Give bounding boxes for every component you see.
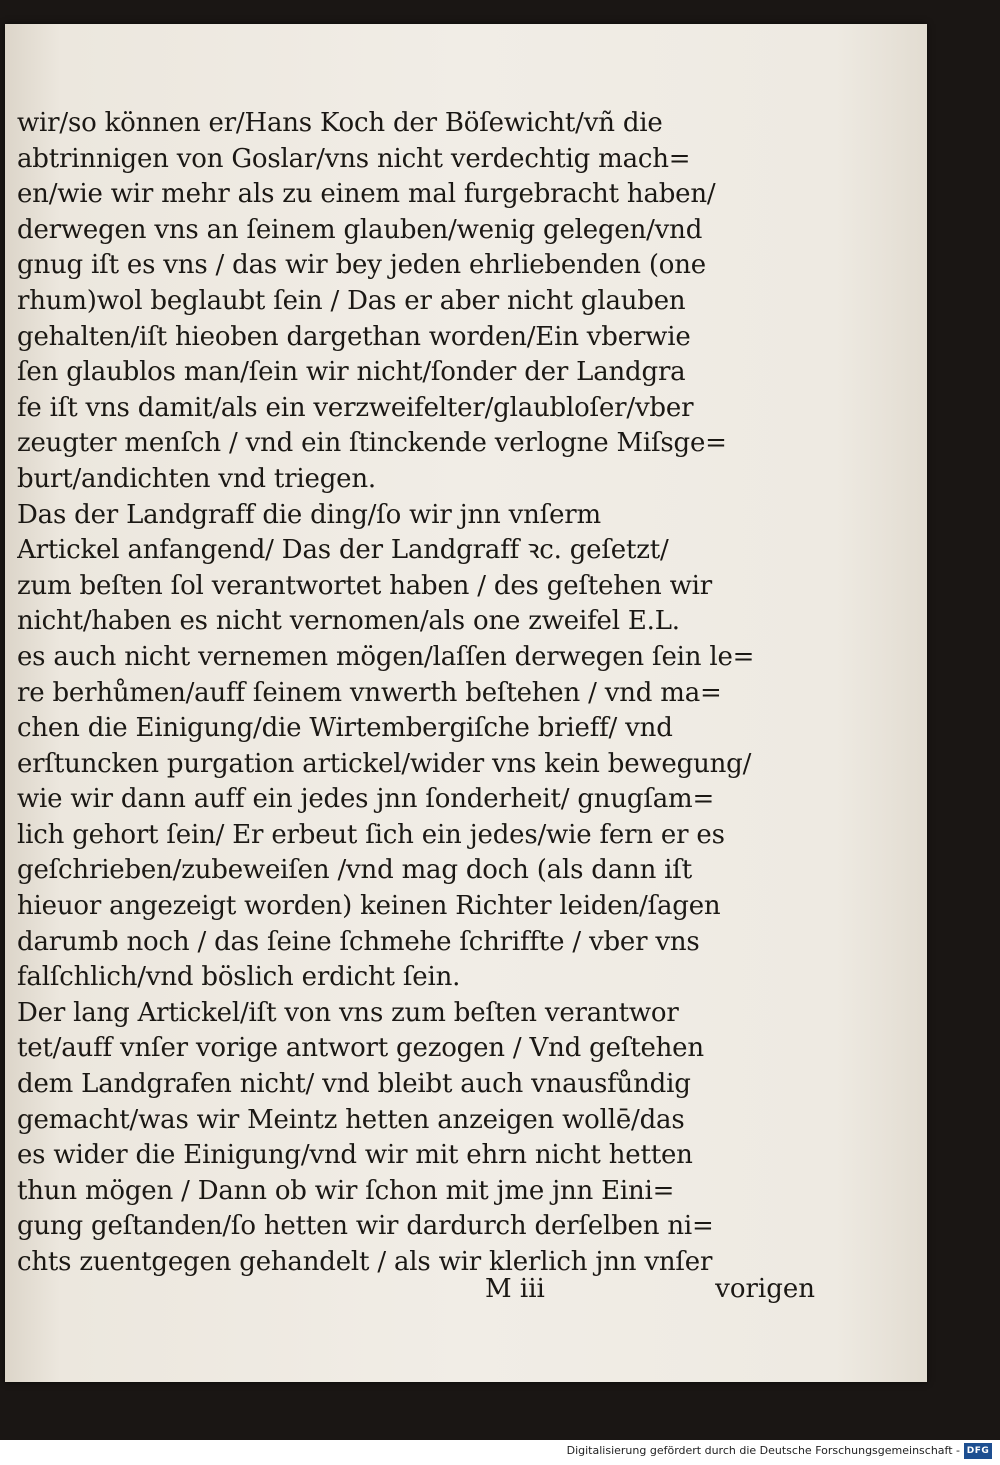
text-line: gemacht/was wir Meintz hetten anzeigen wollē/das <box>17 1104 685 1135</box>
text-line: zum beſten ſol verantwortet haben / des geſtehen wir <box>17 570 712 601</box>
text-line: dem Landgrafen nicht/ vnd bleibt auch vnausfůndig <box>17 1069 691 1100</box>
text-line: gnug iſt es vns / das wir bey jeden ehrliebenden (one <box>17 250 706 281</box>
text-line: fe iſt vns damit/als ein verzweifelter/glaubloſer/vber <box>17 392 694 423</box>
body-text <box>17 106 817 1281</box>
signature-mark: M iii <box>485 1274 545 1304</box>
book-page <box>5 24 927 1382</box>
text-line: wie wir dann auff ein jedes jnn ſonderheit/ gnugſam= <box>17 784 715 815</box>
text-line: thun mögen / Dann ob wir ſchon mit jme jnn Eini= <box>17 1175 675 1206</box>
text-line: hieuor angezeigt worden) keinen Richter leiden/ſagen <box>17 891 721 922</box>
text-line: gung geſtanden/ſo hetten wir dardurch derſelben ni= <box>17 1211 714 1242</box>
text-line: darumb noch / das ſeine ſchmehe ſchriffte / vber vns <box>17 926 700 957</box>
text-line: lich gehort ſein/ Er erbeut ſich ein jedes/wie fern er es <box>17 819 725 850</box>
catchword: vorigen <box>715 1274 815 1304</box>
text-line: rhum)wol beglaubt ſein / Das er aber nicht glauben <box>17 285 686 316</box>
text-line: es auch nicht vernemen mögen/laſſen derwegen ſein le= <box>17 641 755 672</box>
text-line: en/wie wir mehr als zu einem mal furgebracht haben/ <box>17 179 716 210</box>
footer-bar <box>0 1440 1000 1465</box>
text-line: nicht/haben es nicht vernomen/als one zweifel E.L. <box>17 606 680 637</box>
text-line: chts zuentgegen gehandelt / als wir klerlich jnn vnſer <box>17 1247 713 1277</box>
text-line: Artickel anfangend/ Das der Landgraff ꝛc. geſetzt/ <box>17 535 669 566</box>
text-line: zeugter menſch / vnd ein ſtinckende verlogne Miſsge= <box>17 428 727 459</box>
funding-credit: Digitalisierung gefördert durch die Deutsche Forschungsgemeinschaft - <box>566 1444 960 1457</box>
text-line: derwegen vns an ſeinem glauben/wenig gelegen/vnd <box>17 214 703 245</box>
text-line: wir/so können er/Hans Koch der Böſewicht/vñ die <box>17 108 663 138</box>
text-line: gehalten/iſt hieoben dargethan worden/Ein vberwie <box>17 321 691 352</box>
text-line: tet/auff vnſer vorige antwort gezogen / Vnd geſtehen <box>17 1033 704 1064</box>
dfg-logo: DFG <box>964 1443 992 1459</box>
text-line: re berhůmen/auff ſeinem vnwerth beſtehen / vnd ma= <box>17 677 722 708</box>
text-line: chen die Einigung/die Wirtembergiſche brieff/ vnd <box>17 713 673 744</box>
text-line: burt/andichten vnd triegen. <box>17 463 376 494</box>
text-line: Das der Landgraff die ding/ſo wir jnn vnſerm <box>17 499 601 530</box>
text-line: falſchlich/vnd böslich erdicht ſein. <box>17 962 461 993</box>
text-line: es wider die Einigung/vnd wir mit ehrn nicht hetten <box>17 1140 693 1171</box>
text-line: ſen glaublos man/ſein wir nicht/ſonder der Landgra <box>17 357 686 388</box>
text-line: Der lang Artickel/iſt von vns zum beſten verantwor <box>17 997 679 1028</box>
page-foot <box>485 1274 815 1310</box>
text-line: abtrinnigen von Goslar/vns nicht verdechtig mach= <box>17 143 691 174</box>
text-line: geſchrieben/zubeweiſen /vnd mag doch (als dann iſt <box>17 855 692 886</box>
text-line: erſtuncken purgation artickel/wider vns kein bewegung/ <box>17 748 752 779</box>
